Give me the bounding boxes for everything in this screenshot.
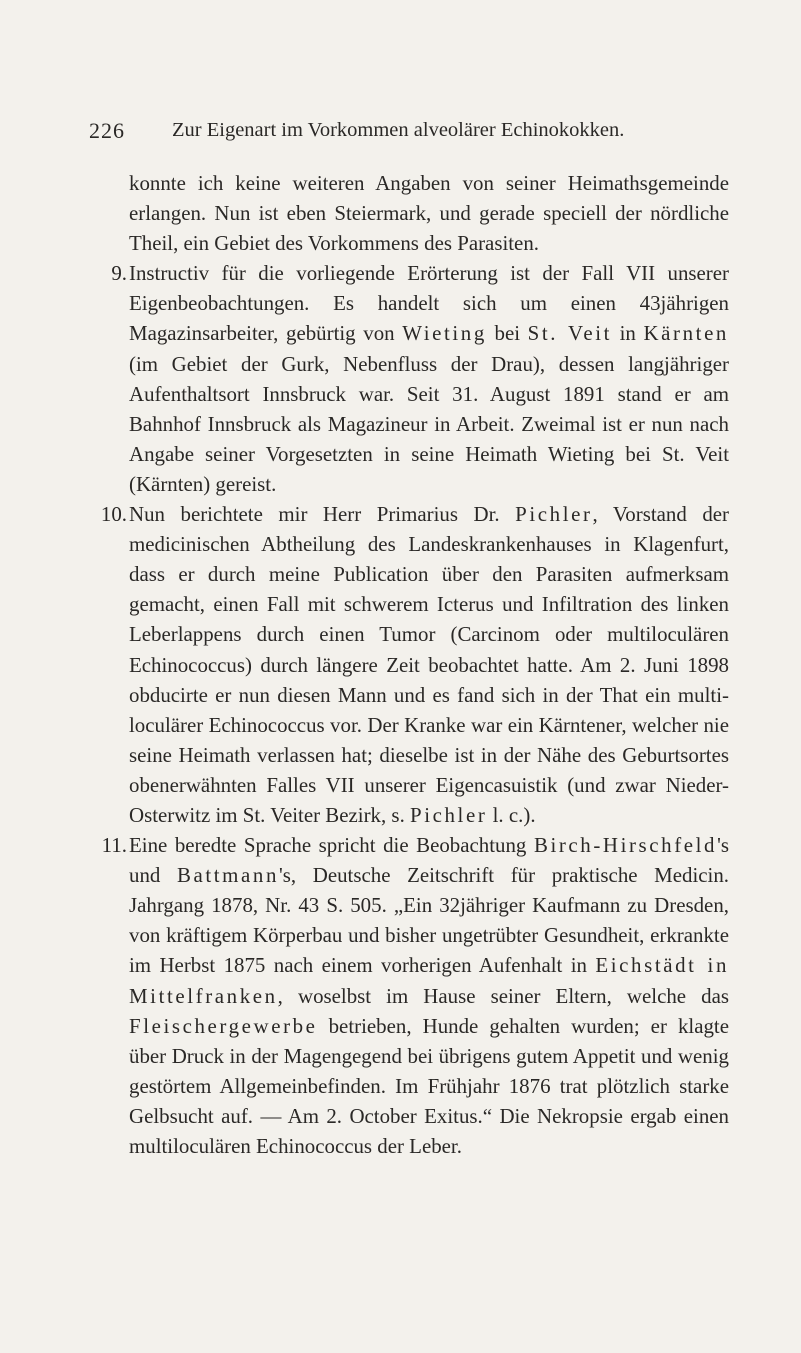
paragraph-text: Nun berichtete mir Herr Primarius Dr.	[129, 502, 516, 527]
spaced-emphasis: Birch-Hirschfeld	[533, 833, 718, 858]
spaced-emphasis: Kärnten	[643, 321, 729, 346]
spaced-emphasis: Pichler	[515, 502, 593, 527]
paragraph-number: 9.	[111, 261, 127, 286]
body-text	[89, 168, 729, 1161]
paragraph-text: 's und	[129, 833, 729, 888]
page-header	[89, 118, 729, 148]
spaced-emphasis: St. Veit	[527, 321, 612, 346]
paragraph-text: Instructiv für die vorliegende Erörterung ist der Fall VII unserer Eigenbeobachtungen. Es handelt sich um einen 43jährigen Magazinsarbeiter, gebürtig von	[129, 261, 729, 346]
paragraph-9	[89, 258, 729, 499]
spaced-emphasis: Pichler	[410, 802, 488, 827]
paragraph-number: 10.	[100, 502, 127, 527]
paragraph-11	[89, 830, 729, 1161]
paragraph-text: , Vorstand der medicinischen Abtheilung des Landeskrankenhauses in Klagenfurt, dass er durch meine Publication über den Parasiten aufmerksam gemacht, einen Fall mit schwerem Icterus und Infiltration des linken Leberlappens durch einen Tumor (Carcinom oder multiloculären Echinococcus) durch längere Zeit beobachtet hatte. Am 2. Juni 1898 obducirte er nun diesen Mann und es fand sich in der That ein multiloculärer Echinococcus vor. Der Kranke war ein Kärntener, welcher nie seine Heimath verlassen hat; dieselbe ist in der Nähe des Geburtsortes obenerwähnten Falles VII unserer Eigencasuistik (und zwar Nieder-Osterwitz im St. Veiter Bezirk, s.	[129, 502, 730, 827]
paragraph-text: 's, Deutsche Zeitschrift für praktische Medicin. Jahrgang 1878, Nr. 43 S. 505. „Ein 32jähriger Kaufmann zu Dresden, von kräftigem Körperbau und bisher ungetrübter Gesundheit, erkrankte im Herbst 1875 nach einem vorherigen Aufenhalt in	[129, 863, 730, 978]
paragraph-text: Eine beredte Sprache spricht die Beobachtung	[129, 833, 534, 858]
spaced-emphasis: Battmann	[176, 863, 279, 888]
paragraph-text: , woselbst im Hause seiner Eltern, welche das	[277, 983, 729, 1008]
paragraph-text: in	[612, 321, 644, 346]
paragraph-text: bei	[486, 321, 528, 346]
page-number: 226	[89, 118, 125, 143]
paragraph-number: 11.	[101, 833, 127, 858]
spaced-emphasis: Wieting	[402, 321, 487, 346]
running-title: Zur Eigenart im Vorkommen alveolärer Echinokokken.	[172, 119, 625, 141]
paragraph-8-continuation	[89, 168, 729, 258]
paragraph-text: l. c.).	[487, 802, 536, 827]
paragraph-text: (im Gebiet der Gurk, Nebenfluss der Drau), dessen langjähriger Aufenthaltsort Innsbruck war. Seit 31. August 1891 stand er am Bahnhof Innsbruck als Magazineur in Arbeit. Zweimal ist er nun nach Angabe seiner Vorgesetzten in seine Heimath Wieting bei St. Veit (Kärnten) gereist.	[129, 351, 729, 496]
paragraph-text: betrieben, Hunde gehalten wurden; er klagte über Druck in der Magengegend bei übrigens gutem Appetit und wenig gestörtem Allgemeinbefinden. Im Frühjahr 1876 trat plötzlich starke Gelbsucht auf. — Am 2. October Exitus.“ Die Nekropsie ergab einen multiloculären Echinococcus der Leber.	[129, 1013, 729, 1158]
paragraph-10	[89, 499, 729, 830]
paragraph-text: konnte ich keine weiteren Angaben von seiner Heimathsgemeinde erlangen. Nun ist eben Steiermark, und gerade speciell der nördliche Theil, ein Gebiet des Vorkommens des Parasiten.	[129, 171, 729, 256]
spaced-emphasis: Fleischergewerbe	[129, 1013, 318, 1038]
spaced-emphasis: Eichstädt in Mittelfranken	[129, 953, 730, 1008]
